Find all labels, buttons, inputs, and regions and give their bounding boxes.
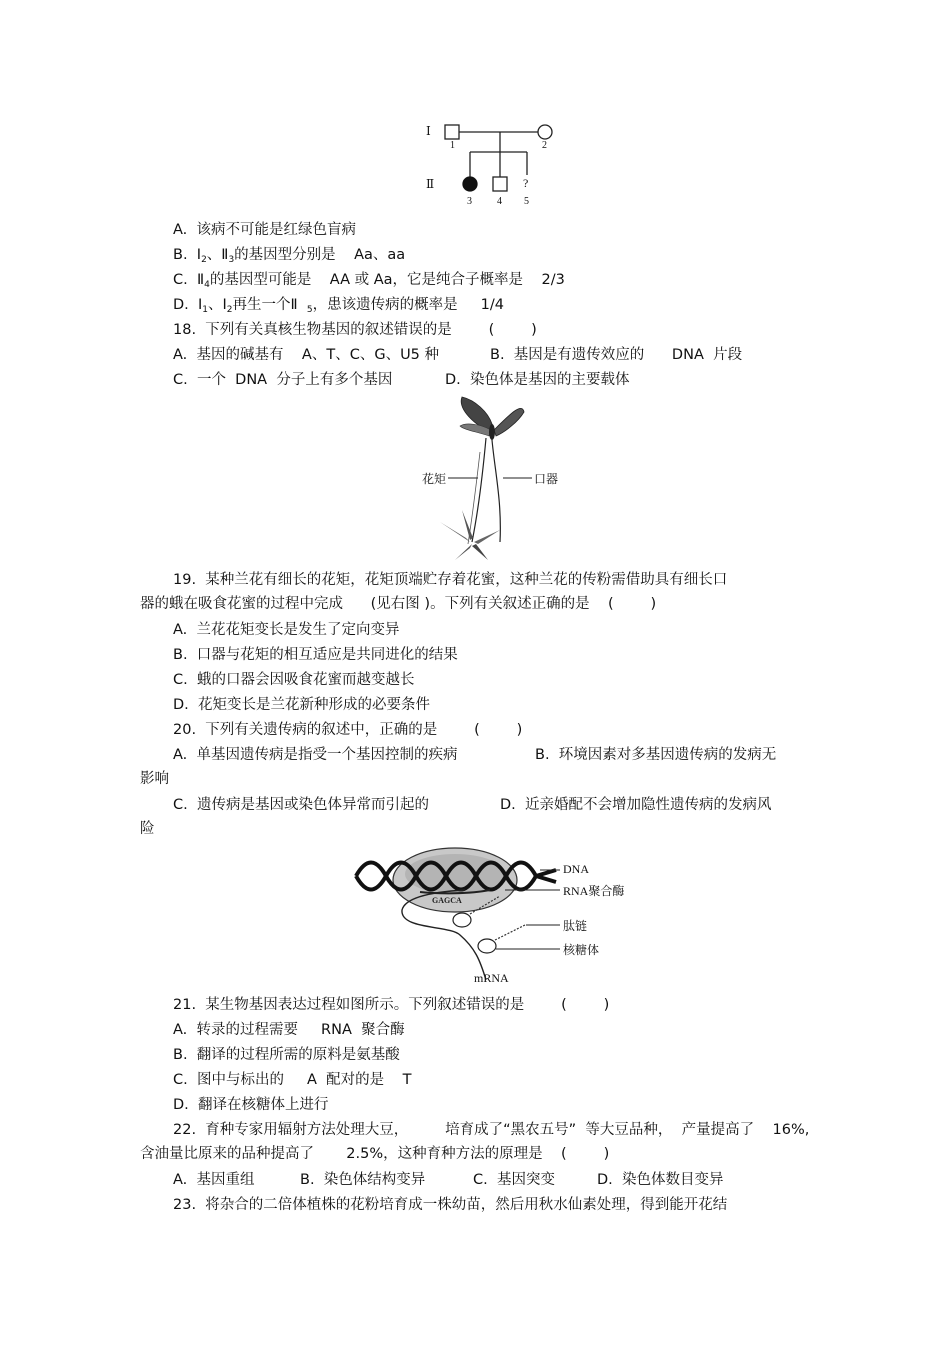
individual-3-number: 3 bbox=[467, 196, 472, 207]
q22-option-c: C. 基因突变 bbox=[473, 1172, 555, 1188]
q19-option-c: C. 蛾的口器会因吸食花蜜而越变越长 bbox=[173, 672, 415, 688]
q20-stem: 20. 下列有关遗传病的叙述中，正确的是 ( ) bbox=[173, 722, 523, 738]
q21-stem: 21. 某生物基因表达过程如图所示。下列叙述错误的是 ( ) bbox=[173, 997, 610, 1013]
q18-stem: 18. 下列有关真核生物基因的叙述错误的是 ( ) bbox=[173, 322, 537, 338]
q19-option-b: B. 口器与花矩的相互适应是共同进化的结果 bbox=[173, 647, 458, 663]
q23-stem: 23. 将杂合的二倍体植株的花粉培育成一株幼苗，然后用秋水仙素处理，得到能开花结 bbox=[173, 1197, 728, 1213]
individual-1-number: 1 bbox=[450, 140, 455, 151]
q22-option-d: D. 染色体数目变异 bbox=[597, 1172, 724, 1188]
pedigree-lines bbox=[0, 0, 950, 220]
q22-option-b: B. 染色体结构变异 bbox=[300, 1172, 426, 1188]
orchid-moth-drawing bbox=[0, 392, 950, 562]
q22-stem-line2: 含油量比原来的品种提高了 2.5%，这种育种方法的原理是 ( ) bbox=[140, 1146, 610, 1162]
individual-2-number: 2 bbox=[542, 140, 547, 151]
q18-option-c: C. 一个 DNA 分子上有多个基因 bbox=[173, 372, 393, 388]
q21-option-c: C. 图中与标出的 A 配对的是 T bbox=[173, 1072, 412, 1088]
individual-4-number: 4 bbox=[497, 196, 502, 207]
individual-2-female bbox=[538, 125, 552, 139]
q20-option-d-continued: 险 bbox=[140, 821, 155, 837]
individual-4-male bbox=[493, 177, 507, 191]
individual-1-male bbox=[445, 125, 459, 139]
q19-option-a: A. 兰花花矩变长是发生了定向变异 bbox=[173, 622, 400, 638]
generation-1-label: Ⅰ bbox=[426, 124, 431, 138]
dna-label: DNA bbox=[563, 862, 589, 876]
individual-5-unknown: ? bbox=[523, 176, 529, 190]
q20-option-b-continued: 影响 bbox=[140, 771, 169, 787]
q21-option-b: B. 翻译的过程所需的原料是氨基酸 bbox=[173, 1047, 400, 1063]
ribosome-1 bbox=[453, 913, 471, 927]
q20-option-a: A. 单基因遗传病是指受一个基因控制的疾病 bbox=[173, 747, 458, 763]
gene-expression-drawing bbox=[0, 840, 950, 990]
q19-stem-line1: 19. 某种兰花有细长的花矩，花矩顶端贮存着花蜜，这种兰花的传粉需借助具有细长口 bbox=[173, 572, 728, 588]
q21-option-a: A. 转录的过程需要 RNA 聚合酶 bbox=[173, 1022, 405, 1038]
q21-option-d: D. 翻译在核糖体上进行 bbox=[173, 1097, 329, 1113]
rna-polymerase-label: RNA聚合酶 bbox=[563, 884, 625, 898]
q19-stem-line2: 器的蛾在吸食花蜜的过程中完成 (见右图 )。下列有关叙述正确的是 ( ) bbox=[140, 596, 657, 612]
q18-option-a: A. 基因的碱基有 A、T、C、G、U5 种 bbox=[173, 347, 440, 363]
peptide-chain-label: 肽链 bbox=[563, 919, 588, 933]
mrna-label: mRNA bbox=[474, 971, 509, 985]
mouthpart-label: 口器 bbox=[534, 472, 559, 486]
q20-option-b: B. 环境因素对多基因遗传病的发病无 bbox=[535, 747, 777, 763]
sequence-label: GAGCA bbox=[432, 896, 462, 905]
individual-3-affected-female bbox=[463, 177, 477, 191]
q17-option-c: C. $Ⅱ_4$的基因型可能是 AA 或 Aa，它是纯合子概率是 2/3 bbox=[173, 272, 565, 290]
q20-option-c: C. 遗传病是基因或染色体异常而引起的 bbox=[173, 797, 429, 813]
q17-option-a: A. 该病不可能是红绿色盲病 bbox=[173, 222, 356, 238]
ribosome-label: 核糖体 bbox=[563, 943, 600, 957]
individual-5-number: 5 bbox=[524, 196, 529, 207]
q17-option-d: D. $Ⅰ_1$、$Ⅰ_2$再生一个Ⅱ $_5$，患该遗传病的概率是 1/4 bbox=[173, 297, 505, 315]
q17-option-b: B. $Ⅰ_2$、$Ⅱ_3$的基因型分别是 Aa、aa bbox=[173, 247, 406, 265]
generation-2-label: Ⅱ bbox=[426, 177, 435, 191]
q18-option-d: D. 染色体是基因的主要载体 bbox=[445, 372, 630, 388]
q18-option-b: B. 基因是有遗传效应的 DNA 片段 bbox=[490, 347, 743, 363]
q19-option-d: D. 花矩变长是兰花新种形成的必要条件 bbox=[173, 697, 430, 713]
q22-option-a: A. 基因重组 bbox=[173, 1172, 255, 1188]
q22-stem-line1: 22. 育种专家用辐射方法处理大豆， 培育成了“黑农五号” 等大豆品种， 产量提高了 16%, bbox=[173, 1122, 810, 1138]
ribosome-2 bbox=[478, 939, 496, 953]
spur-label: 花矩 bbox=[422, 472, 447, 486]
q20-option-d: D. 近亲婚配不会增加隐性遗传病的发病风 bbox=[500, 797, 772, 813]
